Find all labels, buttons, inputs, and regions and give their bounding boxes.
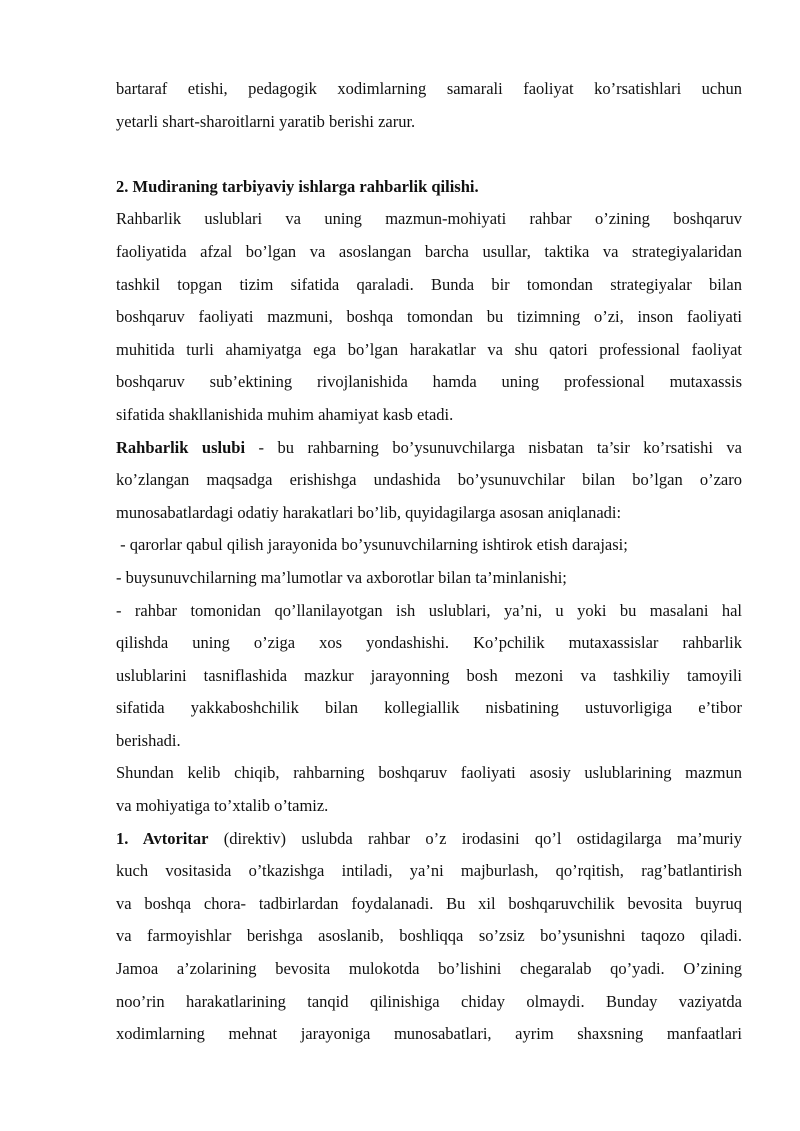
paragraph-line: xodimlarning mehnat jarayoniga munosabatlari, ayrim shaxsning manfaatlari bbox=[116, 1024, 742, 1044]
paragraph-line: boshqaruv sub’ektining rivojlanishida hamda uning professional mutaxassis bbox=[116, 372, 742, 392]
bullet-item: - rahbar tomonidan qo’llanilayotgan ish uslublari, ya’ni, u yoki bu masalani hal bbox=[116, 600, 742, 620]
paragraph-line: uslublarini tasniflashida mazkur jarayonning bosh mezoni va tashkiliy tamoyili bbox=[116, 665, 742, 685]
definition-text: (direktiv) uslubda rahbar o’z irodasini qo’l ostidagilarga ma’muriy bbox=[208, 828, 742, 848]
paragraph-line: berishadi. bbox=[116, 730, 181, 750]
spacer bbox=[116, 138, 742, 171]
term-avtoritar: 1. Avtoritar bbox=[116, 828, 209, 848]
paragraph-line: Jamoa a’zolarining bevosita mulokotda bo’lishini chegaralab qo’yadi. O’zining bbox=[116, 959, 742, 979]
definition-text: - bu rahbarning bo’ysunuvchilarga nisbatan ta’sir ko’rsatishi va bbox=[245, 437, 742, 457]
paragraph-line: sifatida shakllanishida muhim ahamiyat kasb etadi. bbox=[116, 404, 454, 424]
paragraph-line: tashkil topgan tizim sifatida qaraladi. Bunda bir tomondan strategiyalar bilan bbox=[116, 274, 742, 294]
paragraph-line: va farmoyishlar berishga asoslanib, boshliqqa so’zsiz bo’ysunishni taqozo qiladi. bbox=[116, 926, 742, 946]
paragraph-line: va mohiyatiga to’xtalib o’tamiz. bbox=[116, 796, 329, 816]
paragraph-line: kuch vositasida o’tkazishga intiladi, ya’ni majburlash, qo’rqitish, rag’batlantirish bbox=[116, 861, 742, 881]
paragraph-line: ko’zlangan maqsadga erishishga undashida bo’ysunuvchilar bilan bo’lgan o’zaro bbox=[116, 470, 742, 490]
intro-line: bartaraf etishi, pedagogik xodimlarning samarali faoliyat ko’rsatishlari uchun bbox=[116, 79, 742, 98]
paragraph-line: faoliyatida afzal bo’lgan va asoslangan barcha usullar, taktika va strategiyalaridan bbox=[116, 241, 742, 261]
bullet-item: - qarorlar qabul qilish jarayonida bo’ysunuvchilarning ishtirok etish darajasi; bbox=[116, 535, 628, 555]
paragraph-line: muhitida turli ahamiyatga ega bo’lgan harakatlar va shu qatori professional faoliyat bbox=[116, 339, 742, 359]
paragraph-line: qilishda uning o’ziga xos yondashishi. Ko’pchilik mutaxassislar rahbarlik bbox=[116, 633, 742, 653]
paragraph-line: munosabatlardagi odatiy harakatlari bo’lib, quyidagilarga asosan aniqlanadi: bbox=[116, 502, 622, 522]
paragraph-line: va boshqa chora- tadbirlardan foydalanadi. Bu xil boshqaruvchilik bevosita buyruq bbox=[116, 893, 742, 913]
paragraph-line: sifatida yakkaboshchilik bilan kollegiallik nisbatining ustuvorligiga e’tibor bbox=[116, 698, 742, 718]
document-body bbox=[116, 73, 742, 1051]
paragraph-line: noo’rin harakatlarining tanqid qilinishiga chiday olmaydi. Bunday vaziyatda bbox=[116, 991, 742, 1011]
paragraph-line: Rahbarlik uslublari va uning mazmun-mohiyati rahbar o’zining boshqaruv bbox=[116, 209, 742, 229]
definition-line bbox=[116, 823, 742, 856]
paragraph-line: boshqaruv faoliyati mazmuni, boshqa tomondan bu tizimning o’zi, inson faoliyati bbox=[116, 307, 742, 327]
paragraph-line: Shundan kelib chiqib, rahbarning boshqaruv faoliyati asosiy uslublarining mazmun bbox=[116, 763, 742, 783]
intro-line: yetarli shart-sharoitlarni yaratib berishi zarur. bbox=[116, 111, 416, 131]
bullet-item: - buysunuvchilarning ma’lumotlar va axborotlar bilan ta’minlanishi; bbox=[116, 567, 567, 587]
term-rahbarlik-uslubi: Rahbarlik uslubi bbox=[116, 437, 246, 457]
definition-line bbox=[116, 432, 742, 465]
section-heading: 2. Mudiraning tarbiyaviy ishlarga rahbarlik qilishi. bbox=[116, 176, 479, 196]
